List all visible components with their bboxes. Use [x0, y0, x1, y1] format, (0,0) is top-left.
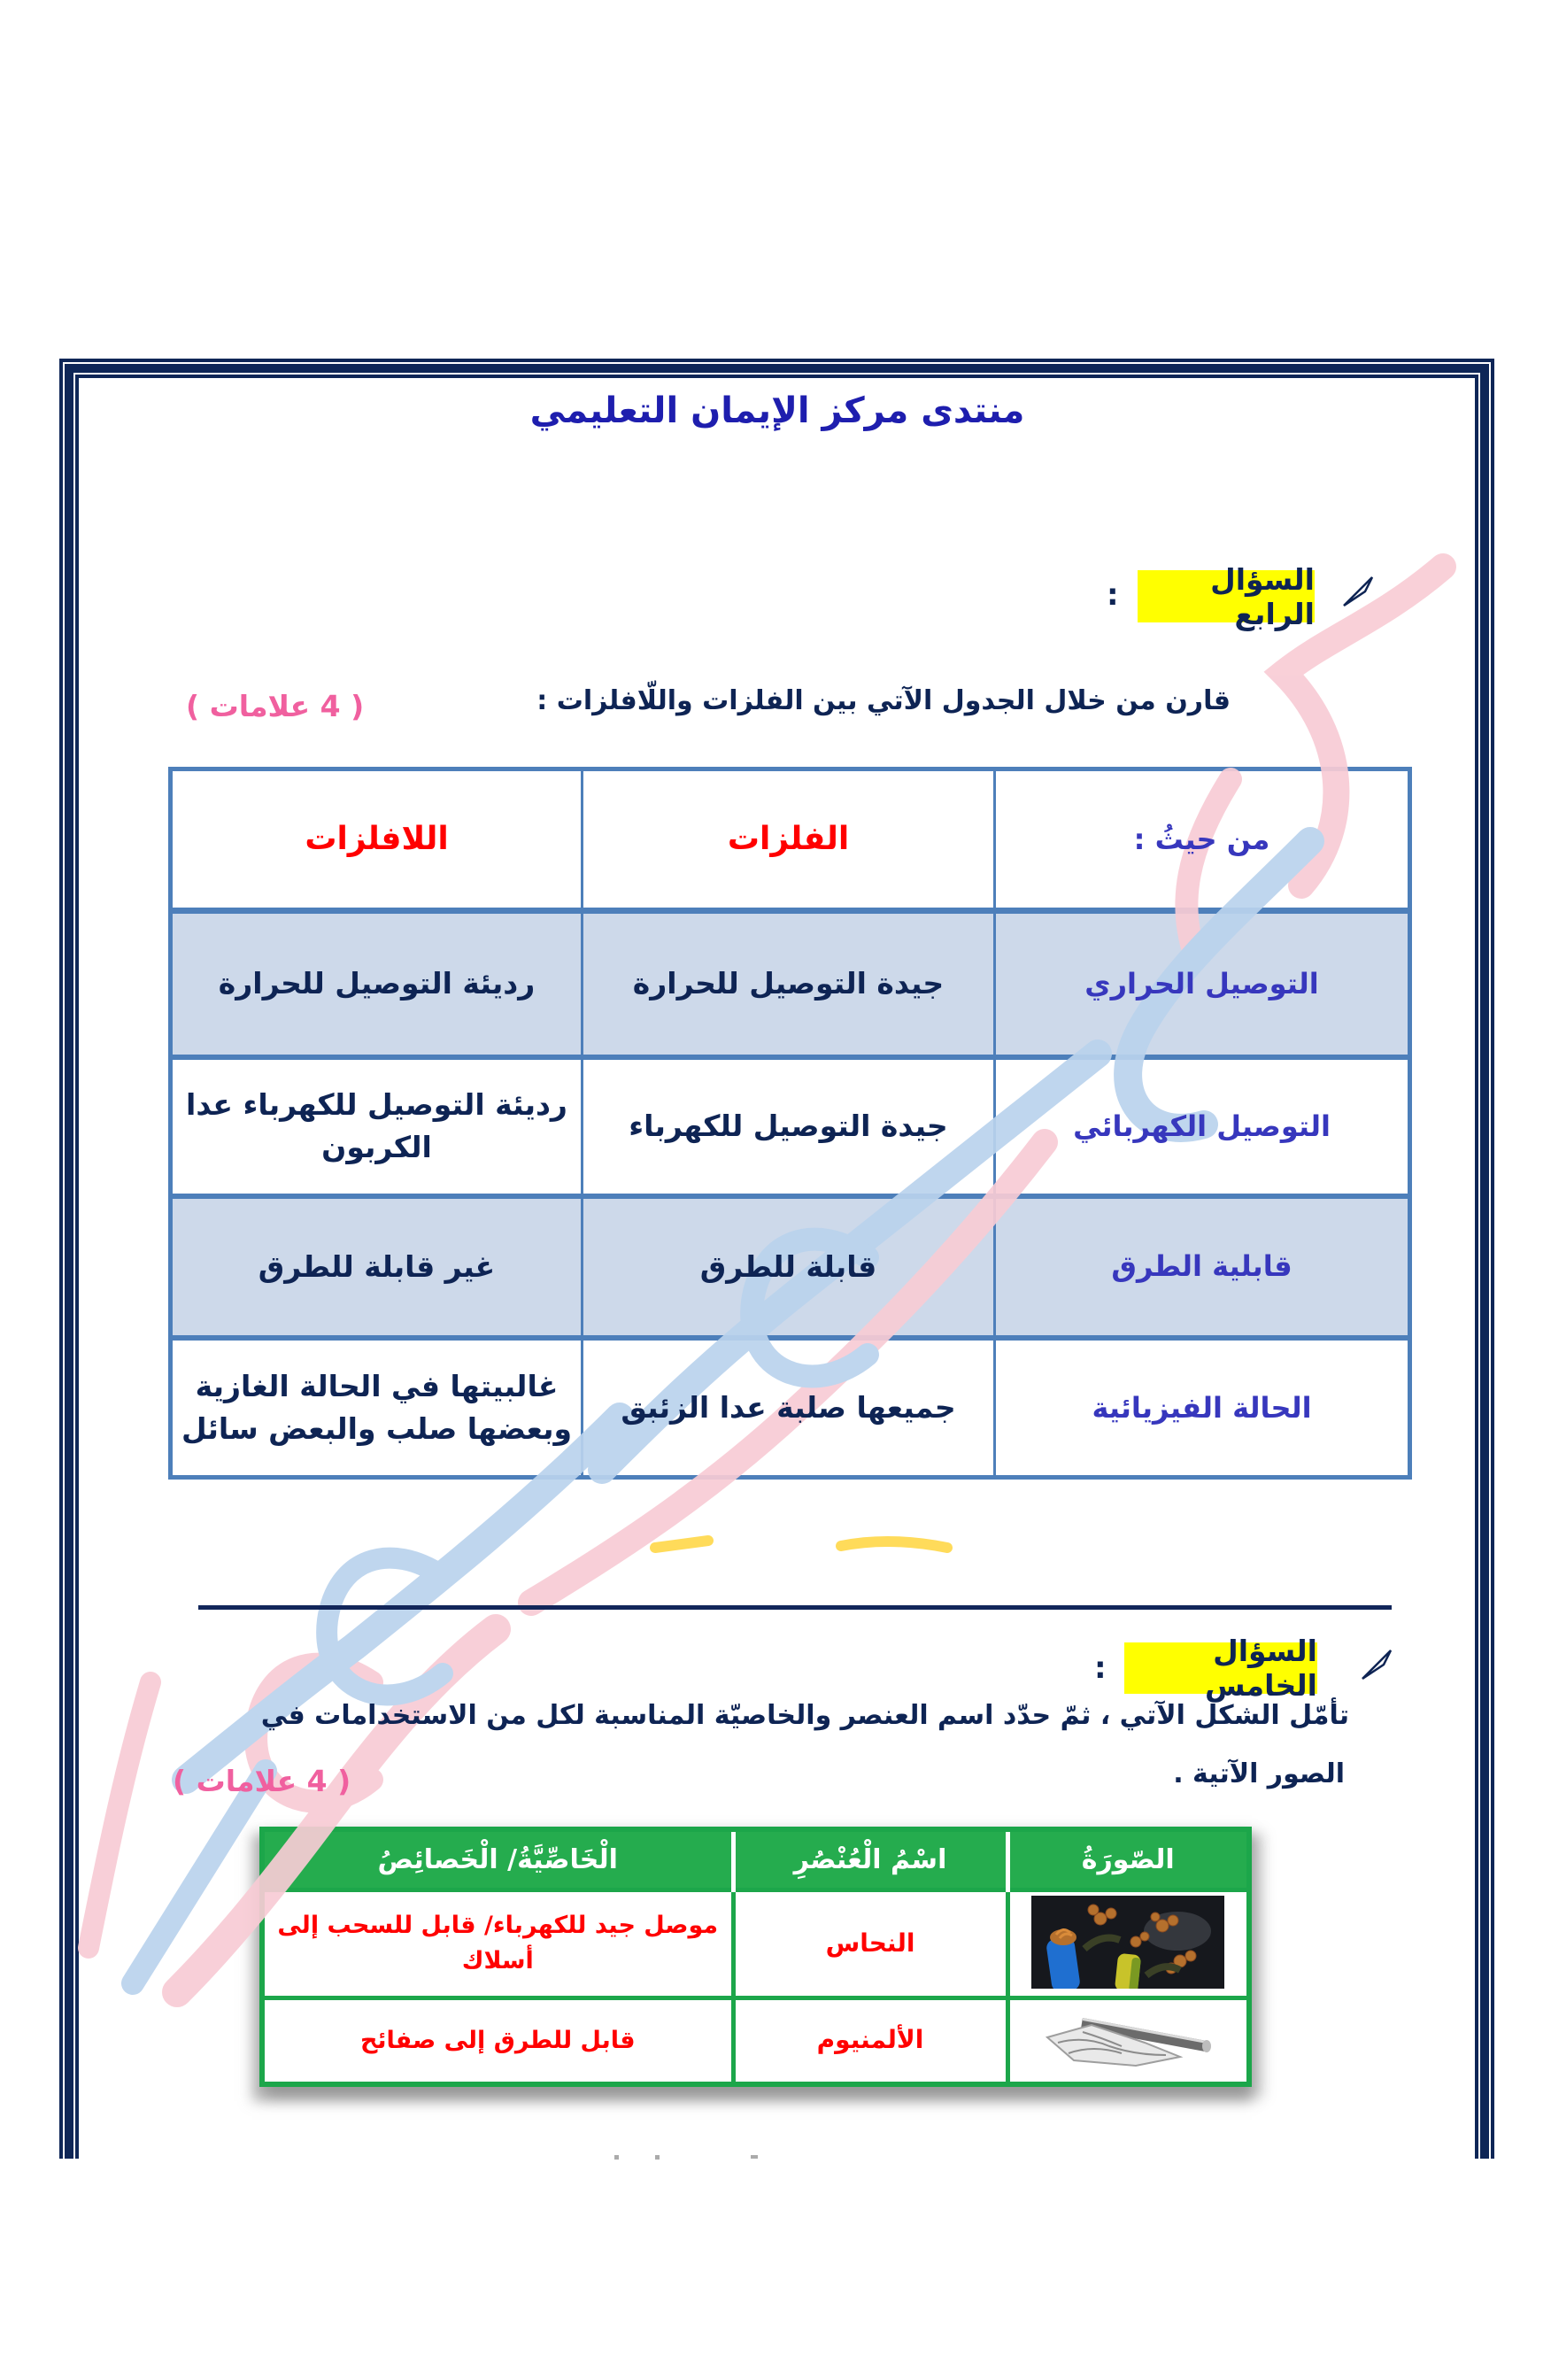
question4-bullet-arrow-icon — [1339, 575, 1374, 619]
metals-value: جيدة التوصيل للحرارة — [632, 966, 945, 1001]
elements-header-property-label: الْخَاصِّيَّةُ/ الْخَصائِصُ — [377, 1843, 618, 1875]
section-divider — [198, 1605, 1392, 1610]
criteria-label: قابلية الطرق — [1111, 1249, 1292, 1284]
question5-prompt-line2: الصور الآتية . — [1173, 1758, 1345, 1789]
question5-bullet-arrow-icon — [1357, 1648, 1393, 1692]
elements-header-element-label: اسْمُ الْعُنْصُرِ — [793, 1843, 947, 1875]
criteria-label: التوصيل الحراري — [1084, 967, 1319, 1001]
image-cell — [1007, 1889, 1249, 1998]
question4-label-highlight — [1138, 561, 1315, 631]
question4-prompt: قارن من خلال الجدول الآتي بين الفلزات واللّافلزات : — [536, 685, 1231, 716]
question5-label-highlight — [1124, 1634, 1317, 1703]
copper-wires-image — [1031, 1896, 1224, 1992]
aluminum-foil-image — [1038, 2007, 1218, 2075]
metals-value: جميعها صلبة عدا الزئبق — [621, 1389, 956, 1425]
criteria-label: التوصيل الكهربائي — [1073, 1109, 1331, 1143]
nonmetals-value: غير قابلة للطرق — [258, 1248, 496, 1284]
image-cell — [1007, 1998, 1249, 2084]
comparison-header-nonmetals-label: اللافلزات — [305, 820, 449, 857]
question5-prompt-line1: تأمّل الشكل الآتي ، ثمّ حدّد اسم العنصر والخاصيّة المناسبة لكل من الاستخدامات في — [260, 1700, 1349, 1731]
metals-value: قابلة للطرق — [699, 1248, 877, 1284]
nonmetals-value: رديئة التوصيل للكهرباء عدا الكربون — [186, 1087, 567, 1164]
comparison-header-metals-label: الفلزات — [727, 820, 850, 857]
question4-label: السؤال الرابع — [1210, 561, 1315, 631]
elements-header-image-label: الصّورَةُ — [1081, 1843, 1175, 1875]
element-name: النحاس — [825, 1928, 915, 1958]
question5-label: السؤال الخامس — [1205, 1634, 1317, 1703]
metals-value: جيدة التوصيل للكهرباء — [629, 1109, 948, 1144]
question5-marks: ( 4 علامات ) — [173, 1764, 351, 1798]
question4-colon: : — [1107, 577, 1119, 613]
question4-marks: ( 4 علامات ) — [186, 689, 365, 723]
nonmetals-value: رديئة التوصيل للحرارة — [218, 966, 536, 1001]
page-title: منتدى مركز الإيمان التعليمي — [529, 390, 1025, 431]
element-name: الألمنيوم — [816, 2025, 924, 2055]
property-value: قابل للطرق إلى صفائح — [359, 2026, 636, 2054]
comparison-header-criteria-label: من حيثُ : — [1133, 822, 1270, 856]
criteria-label: الحالة الفيزيائية — [1092, 1390, 1312, 1425]
property-value: موصل جيد للكهرباء/ قابل للسحب إلى أسلاك — [277, 1911, 719, 1974]
question5-colon: : — [1094, 1650, 1107, 1686]
nonmetals-value: غالبيتها في الحالة الغازية وبعضها صلب والبعض سائل — [181, 1368, 572, 1446]
